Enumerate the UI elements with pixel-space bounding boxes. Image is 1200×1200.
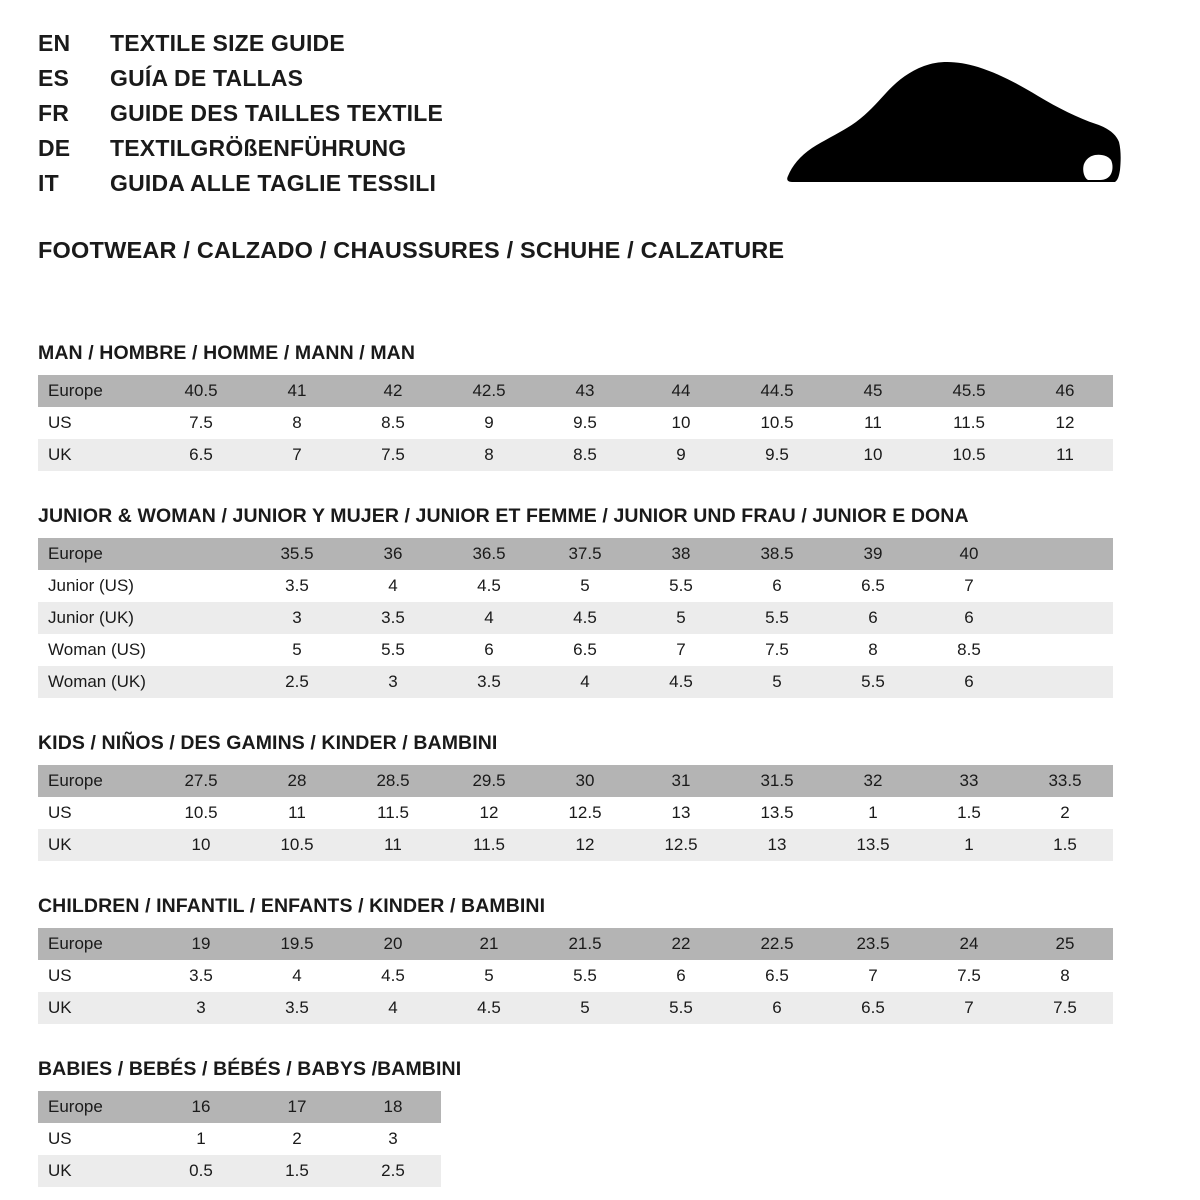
cell: 10 — [633, 407, 729, 439]
cell: 3 — [345, 666, 441, 698]
cell: 8 — [249, 407, 345, 439]
cell: 7.5 — [921, 960, 1017, 992]
cell: 5.5 — [633, 992, 729, 1024]
row-label: Europe — [38, 928, 153, 960]
cell: 10.5 — [729, 407, 825, 439]
table-row — [38, 1155, 441, 1187]
cell: 10 — [153, 829, 249, 861]
cell: 8.5 — [537, 439, 633, 471]
cell: 13.5 — [729, 797, 825, 829]
row-label: US — [38, 407, 153, 439]
cell: 13.5 — [825, 829, 921, 861]
cell: 6 — [921, 666, 1017, 698]
cell: 13 — [729, 829, 825, 861]
table-row — [38, 538, 1113, 570]
table-row — [38, 829, 1113, 861]
cell: 2 — [1017, 797, 1113, 829]
cell: 7 — [249, 439, 345, 471]
cell: 35.5 — [249, 538, 345, 570]
cell: 36 — [345, 538, 441, 570]
cell: 5 — [633, 602, 729, 634]
cell: 3 — [345, 1123, 441, 1155]
cell: 5 — [249, 634, 345, 666]
size-table-babies — [38, 1091, 441, 1187]
cell: 1.5 — [921, 797, 1017, 829]
cell: 7.5 — [345, 439, 441, 471]
section-title: JUNIOR & WOMAN / JUNIOR Y MUJER / JUNIOR ET FEMME / JUNIOR UND FRAU / JUNIOR E DONA — [38, 505, 969, 527]
cell: 8.5 — [921, 634, 1017, 666]
cell: 33 — [921, 765, 1017, 797]
cell: 4.5 — [441, 570, 537, 602]
row-label: UK — [38, 992, 153, 1024]
cell: 4.5 — [633, 666, 729, 698]
cell: 10 — [825, 439, 921, 471]
cell: 5 — [537, 570, 633, 602]
language-code: ES — [38, 65, 70, 91]
row-label: US — [38, 797, 153, 829]
cell: 20 — [345, 928, 441, 960]
table-row — [38, 375, 1113, 407]
language-row — [38, 137, 443, 160]
section-title: KIDS / NIÑOS / DES GAMINS / KINDER / BAMBINI — [38, 732, 498, 754]
row-label: UK — [38, 829, 153, 861]
cell: 6.5 — [825, 992, 921, 1024]
cell: 17 — [249, 1091, 345, 1123]
size-table-man — [38, 375, 1113, 471]
cell: 32 — [825, 765, 921, 797]
table-row — [38, 1123, 441, 1155]
language-title: GUIDA ALLE TAGLIE TESSILI — [110, 170, 437, 196]
cell: 5.5 — [729, 602, 825, 634]
row-label: Woman (US) — [38, 634, 153, 666]
table-row — [38, 992, 1113, 1024]
cell — [153, 634, 249, 666]
cell: 5 — [729, 666, 825, 698]
size-table-kids — [38, 765, 1113, 861]
cell: 6.5 — [729, 960, 825, 992]
shoe-illustration — [772, 60, 1132, 190]
row-label: UK — [38, 1155, 153, 1187]
cell: 13 — [633, 797, 729, 829]
language-title-list — [38, 32, 443, 207]
cell: 36.5 — [441, 538, 537, 570]
cell: 27.5 — [153, 765, 249, 797]
cell: 23.5 — [825, 928, 921, 960]
cell: 0.5 — [153, 1155, 249, 1187]
cell: 3.5 — [153, 960, 249, 992]
cell: 8 — [441, 439, 537, 471]
cell: 5.5 — [633, 570, 729, 602]
cell: 45.5 — [921, 375, 1017, 407]
cell: 28.5 — [345, 765, 441, 797]
table-row — [38, 570, 1113, 602]
cell: 6 — [633, 960, 729, 992]
cell: 4 — [345, 570, 441, 602]
cell — [1017, 570, 1113, 602]
cell: 10.5 — [249, 829, 345, 861]
cell: 41 — [249, 375, 345, 407]
cell: 4 — [441, 602, 537, 634]
section-kids — [38, 732, 1162, 861]
cell: 24 — [921, 928, 1017, 960]
cell — [1017, 666, 1113, 698]
cell: 1.5 — [1017, 829, 1113, 861]
cell: 6.5 — [825, 570, 921, 602]
cell: 2.5 — [345, 1155, 441, 1187]
table-row — [38, 602, 1113, 634]
cell: 5 — [537, 992, 633, 1024]
language-title: GUÍA DE TALLAS — [110, 65, 304, 91]
category-line: FOOTWEAR / CALZADO / CHAUSSURES / SCHUHE / CALZATURE — [38, 237, 785, 263]
section-junior-woman — [38, 505, 1162, 698]
row-label: Europe — [38, 375, 153, 407]
cell: 7 — [825, 960, 921, 992]
cell: 25 — [1017, 928, 1113, 960]
cell: 4 — [249, 960, 345, 992]
size-table-children — [38, 928, 1113, 1024]
cell: 3 — [249, 602, 345, 634]
cell: 3 — [153, 992, 249, 1024]
cell: 1.5 — [249, 1155, 345, 1187]
cell: 38.5 — [729, 538, 825, 570]
cell: 31.5 — [729, 765, 825, 797]
section-children — [38, 895, 1162, 1024]
cell: 11.5 — [345, 797, 441, 829]
cell: 6.5 — [153, 439, 249, 471]
cell: 9 — [633, 439, 729, 471]
table-row — [38, 634, 1113, 666]
cell: 5.5 — [345, 634, 441, 666]
cell: 1 — [921, 829, 1017, 861]
cell: 6.5 — [537, 634, 633, 666]
row-label: Woman (UK) — [38, 666, 153, 698]
dress-shoe-icon — [782, 60, 1122, 190]
cell: 18 — [345, 1091, 441, 1123]
table-row — [38, 928, 1113, 960]
language-title: GUIDE DES TAILLES TEXTILE — [110, 100, 443, 126]
cell: 12 — [537, 829, 633, 861]
cell: 2 — [249, 1123, 345, 1155]
cell: 11.5 — [921, 407, 1017, 439]
cell: 33.5 — [1017, 765, 1113, 797]
row-label: Junior (UK) — [38, 602, 153, 634]
language-code: IT — [38, 170, 59, 196]
cell: 1 — [153, 1123, 249, 1155]
cell: 10.5 — [153, 797, 249, 829]
cell: 6 — [825, 602, 921, 634]
cell: 1 — [825, 797, 921, 829]
cell: 11.5 — [441, 829, 537, 861]
cell: 6 — [729, 992, 825, 1024]
cell: 44 — [633, 375, 729, 407]
row-label: UK — [38, 439, 153, 471]
cell: 3.5 — [249, 570, 345, 602]
cell: 16 — [153, 1091, 249, 1123]
row-label: Europe — [38, 1091, 153, 1123]
cell: 4.5 — [345, 960, 441, 992]
cell: 5 — [441, 960, 537, 992]
cell: 44.5 — [729, 375, 825, 407]
cell: 21.5 — [537, 928, 633, 960]
cell: 12 — [441, 797, 537, 829]
cell: 22.5 — [729, 928, 825, 960]
table-row — [38, 765, 1113, 797]
cell: 12 — [1017, 407, 1113, 439]
cell: 12.5 — [537, 797, 633, 829]
cell: 9.5 — [537, 407, 633, 439]
language-row — [38, 172, 443, 195]
cell: 3.5 — [441, 666, 537, 698]
cell: 12.5 — [633, 829, 729, 861]
cell: 5.5 — [825, 666, 921, 698]
cell: 42.5 — [441, 375, 537, 407]
cell: 4 — [537, 666, 633, 698]
cell: 29.5 — [441, 765, 537, 797]
cell: 40 — [921, 538, 1017, 570]
cell: 8 — [1017, 960, 1113, 992]
table-row — [38, 797, 1113, 829]
cell: 8.5 — [345, 407, 441, 439]
cell: 11 — [345, 829, 441, 861]
cell: 43 — [537, 375, 633, 407]
cell: 28 — [249, 765, 345, 797]
language-code: EN — [38, 30, 71, 56]
table-row — [38, 1091, 441, 1123]
cell: 5.5 — [537, 960, 633, 992]
row-label: Junior (US) — [38, 570, 153, 602]
language-row — [38, 67, 443, 90]
table-row — [38, 666, 1113, 698]
cell — [1017, 538, 1113, 570]
cell: 11 — [1017, 439, 1113, 471]
page-header — [38, 32, 1162, 207]
cell: 11 — [825, 407, 921, 439]
cell — [153, 570, 249, 602]
table-row — [38, 960, 1113, 992]
cell: 4.5 — [441, 992, 537, 1024]
cell: 2.5 — [249, 666, 345, 698]
cell — [1017, 634, 1113, 666]
row-label: Europe — [38, 538, 153, 570]
language-title: TEXTILE SIZE GUIDE — [110, 30, 345, 56]
language-code: DE — [38, 135, 71, 161]
cell: 45 — [825, 375, 921, 407]
cell: 7.5 — [729, 634, 825, 666]
cell: 21 — [441, 928, 537, 960]
cell: 9.5 — [729, 439, 825, 471]
cell: 39 — [825, 538, 921, 570]
cell: 3.5 — [249, 992, 345, 1024]
cell: 19.5 — [249, 928, 345, 960]
cell: 9 — [441, 407, 537, 439]
table-row — [38, 439, 1113, 471]
language-row — [38, 102, 443, 125]
row-label: US — [38, 960, 153, 992]
cell — [1017, 602, 1113, 634]
cell: 30 — [537, 765, 633, 797]
cell: 7.5 — [1017, 992, 1113, 1024]
cell: 11 — [249, 797, 345, 829]
cell — [153, 666, 249, 698]
cell — [153, 602, 249, 634]
cell: 6 — [729, 570, 825, 602]
cell: 7.5 — [153, 407, 249, 439]
table-row — [38, 407, 1113, 439]
section-man — [38, 342, 1162, 471]
language-row — [38, 32, 443, 55]
cell: 3.5 — [345, 602, 441, 634]
cell: 10.5 — [921, 439, 1017, 471]
cell: 37.5 — [537, 538, 633, 570]
cell: 7 — [921, 992, 1017, 1024]
section-title: CHILDREN / INFANTIL / ENFANTS / KINDER / BAMBINI — [38, 895, 546, 917]
cell: 7 — [921, 570, 1017, 602]
section-title: BABIES / BEBÉS / BÉBÉS / BABYS /BAMBINI — [38, 1058, 462, 1080]
cell: 19 — [153, 928, 249, 960]
cell: 8 — [825, 634, 921, 666]
row-label: US — [38, 1123, 153, 1155]
language-code: FR — [38, 100, 70, 126]
section-babies — [38, 1058, 1162, 1187]
cell: 6 — [441, 634, 537, 666]
section-title: MAN / HOMBRE / HOMME / MANN / MAN — [38, 342, 416, 364]
cell: 42 — [345, 375, 441, 407]
language-title: TEXTILGRÖßENFÜHRUNG — [110, 135, 407, 161]
cell: 7 — [633, 634, 729, 666]
row-label: Europe — [38, 765, 153, 797]
cell: 40.5 — [153, 375, 249, 407]
cell: 31 — [633, 765, 729, 797]
cell: 6 — [921, 602, 1017, 634]
size-table-junior-woman — [38, 538, 1113, 698]
cell: 4.5 — [537, 602, 633, 634]
cell: 38 — [633, 538, 729, 570]
cell: 4 — [345, 992, 441, 1024]
cell — [153, 538, 249, 570]
cell: 46 — [1017, 375, 1113, 407]
cell: 22 — [633, 928, 729, 960]
